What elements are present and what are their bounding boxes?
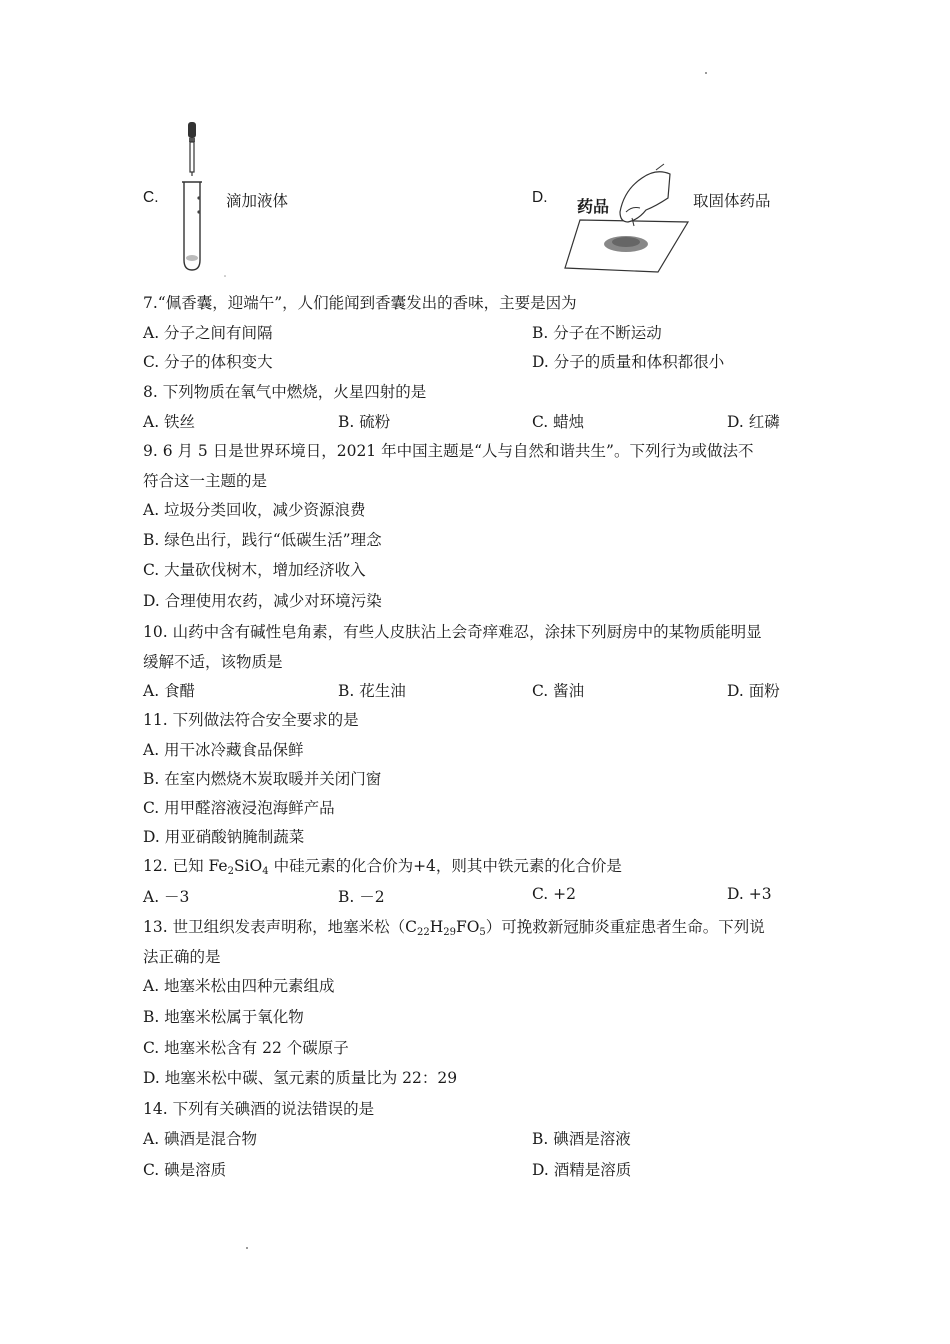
q14-option-a: A. 碘酒是混合物	[143, 1130, 258, 1148]
q12-option-d: D. +3	[727, 885, 772, 903]
q6-option-d-letter: D.	[532, 189, 548, 206]
q13-option-a: A. 地塞米松由四种元素组成	[143, 977, 335, 995]
q12-option-a: A. －3	[143, 888, 190, 906]
hand-solid-reagent-figure	[560, 160, 690, 275]
q9-option-c: C. 大量砍伐树木，增加经济收入	[143, 561, 366, 579]
q8-option-c: C. 蜡烛	[532, 413, 585, 431]
q11-option-b: B. 在室内燃烧木炭取暖并关闭门窗	[143, 770, 382, 788]
q6-option-c-letter: C.	[143, 189, 159, 206]
q12-option-b: B. －2	[338, 888, 385, 906]
q9-option-a: A. 垃圾分类回收，减少资源浪费	[143, 501, 366, 519]
q6-option-c-text: 滴加液体	[226, 192, 289, 210]
q10-stem-line2: 缓解不适，该物质是	[143, 653, 283, 671]
q6-option-d-text: 取固体药品	[693, 192, 771, 210]
q7-option-b: B. 分子在不断运动	[532, 324, 662, 342]
q9-option-b: B. 绿色出行，践行“低碳生活”理念	[143, 531, 382, 549]
q7-option-a: A. 分子之间有间隔	[143, 324, 273, 342]
q9-option-d: D. 合理使用农药，减少对环境污染	[143, 592, 382, 610]
q10-option-b: B. 花生油	[338, 682, 406, 700]
q7-stem: 7.“佩香囊，迎端午”，人们能闻到香囊发出的香味，主要是因为	[143, 294, 577, 312]
q10-option-c: C. 酱油	[532, 682, 585, 700]
q7-option-d: D. 分子的质量和体积都很小	[532, 353, 725, 371]
q14-option-d: D. 酒精是溶质	[532, 1161, 632, 1179]
q6-d-image-label: 药品	[577, 197, 610, 216]
q12-stem: 12. 已知 $Fe_2SiO_4$ 中硅元素的化合价为+4，则其中铁元素的化合价是	[143, 857, 622, 877]
q11-option-c: C. 用甲醛溶液浸泡海鲜产品	[143, 799, 335, 817]
q7-option-c: C. 分子的体积变大	[143, 353, 273, 371]
decorative-dot	[705, 72, 707, 74]
q13-option-d: D. 地塞米松中碳、氢元素的质量比为 22：29	[143, 1069, 458, 1087]
q10-option-d: D. 面粉	[727, 682, 780, 700]
q14-option-c: C. 碘是溶质	[143, 1161, 227, 1179]
q13-option-b: B. 地塞米松属于氧化物	[143, 1008, 304, 1026]
dropper-test-tube-figure	[178, 120, 228, 280]
q11-option-d: D. 用亚硝酸钠腌制蔬菜	[143, 828, 305, 846]
q9-stem-line1: 9. 6 月 5 日是世界环境日，2021 年中国主题是“人与自然和谐共生”。下列行为或做法不	[143, 442, 754, 460]
q8-option-d: D. 红磷	[727, 413, 780, 431]
q10-stem-line1: 10. 山药中含有碱性皂角素，有些人皮肤沾上会奇痒难忍，涂抹下列厨房中的某物质能明显	[143, 623, 762, 641]
q12-option-c: C. +2	[532, 885, 577, 903]
q10-option-a: A. 食醋	[143, 682, 196, 700]
q13-option-c: C. 地塞米松含有 22 个碳原子	[143, 1039, 349, 1057]
q13-stem-line1: 13. 世卫组织发表声明称，地塞米松$(C_{22}H_{29}FO_5)$可挽救新冠肺炎重症患者生命。下列说	[143, 918, 765, 938]
q9-stem-line2: 符合这一主题的是	[143, 472, 268, 490]
q14-option-b: B. 碘酒是溶液	[532, 1130, 631, 1148]
decorative-dot	[246, 1247, 248, 1249]
q8-stem: 8. 下列物质在氧气中燃烧，火星四射的是	[143, 383, 427, 401]
q13-stem-line2: 法正确的是	[143, 948, 221, 966]
q11-stem: 11. 下列做法符合安全要求的是	[143, 711, 359, 729]
q8-option-a: A. 铁丝	[143, 413, 196, 431]
q14-stem: 14. 下列有关碘酒的说法错误的是	[143, 1100, 375, 1118]
q8-option-b: B. 硫粉	[338, 413, 391, 431]
q11-option-a: A. 用干冰冷藏食品保鲜	[143, 741, 304, 759]
